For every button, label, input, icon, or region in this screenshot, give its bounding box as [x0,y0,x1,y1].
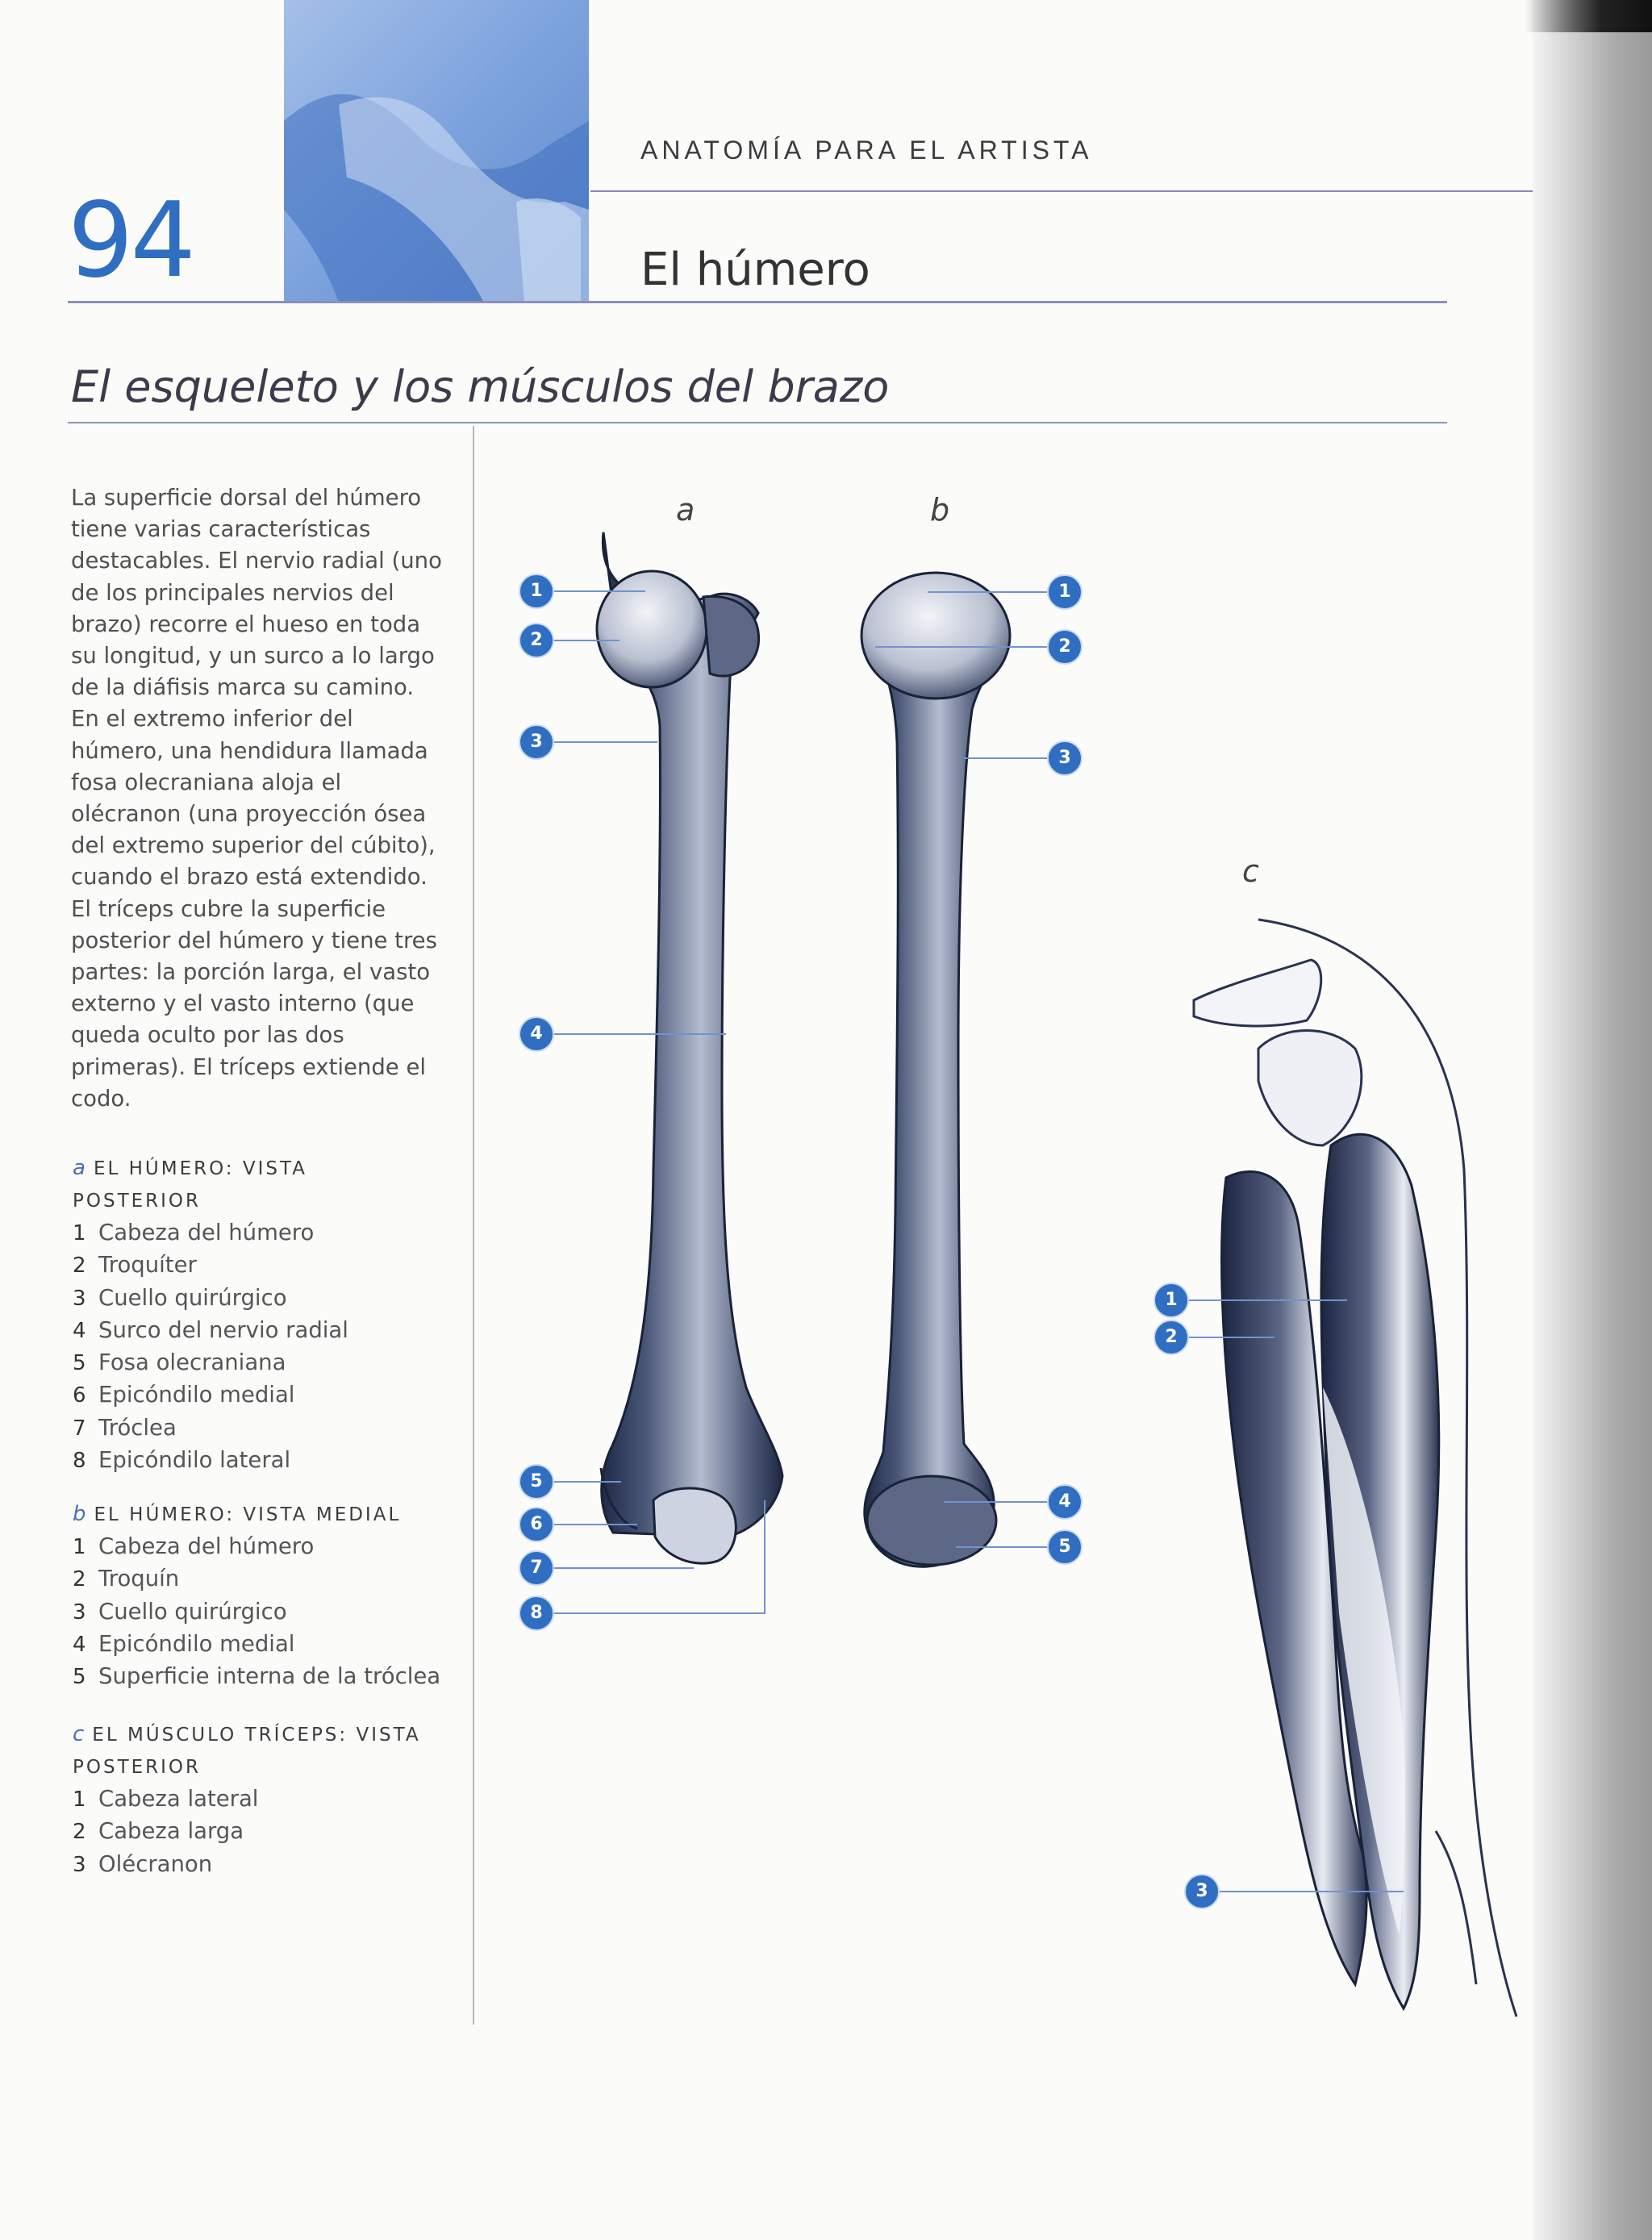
callout-c-3: 3 [1184,1874,1220,1909]
humerus-a-head [597,571,707,687]
legend-c-title-1: EL MÚSCULO TRÍCEPS: VISTA [92,1725,421,1746]
list-item: 7 Tróclea [73,1414,177,1441]
figure-c-letter: c [1242,853,1259,889]
legend-c-heading [73,1718,452,1783]
section-rule [68,422,1447,423]
column-divider [473,426,474,2025]
header-elbow-art [284,0,589,302]
callout-a-2: 2 [519,623,554,658]
callout-b-1: 1 [1047,574,1083,610]
callout-c-1: 1 [1153,1283,1189,1318]
scapula-outline [1194,960,1321,1026]
page-number: 94 [68,181,193,301]
legend-c-title-2: POSTERIOR [73,1757,202,1778]
callout-a-7: 7 [519,1550,554,1586]
callout-a-3: 3 [519,724,554,760]
callout-a-1: 1 [519,574,554,609]
forearm-outline [1436,1831,1476,1984]
humerus-c-head [1258,1031,1362,1146]
list-item: 1 Cabeza del húmero [73,1533,315,1559]
humerus-b-shaft [865,637,1000,1566]
list-item: 3 Olécranon [73,1850,213,1877]
list-item: 1 Cabeza del húmero [73,1220,315,1245]
figure-b-letter: b [930,492,950,528]
list-item: 3 Cuello quirúrgico [73,1284,287,1311]
humerus-medial-figure [861,573,1010,1566]
callout-a-5: 5 [519,1464,554,1500]
legend-c-letter: c [73,1722,85,1746]
legend-b-title-1: EL HÚMERO: VISTA MEDIAL [94,1504,402,1525]
callout-a-6: 6 [519,1507,554,1542]
legend-b-letter: b [73,1502,86,1526]
triceps-figure [1194,920,1516,2017]
chapter-title: El húmero [640,244,870,296]
legend-c [73,1718,452,1881]
humerus-posterior-figure [597,532,782,1563]
header-rule-top [590,190,1533,192]
book-title: ANATOMÍA PARA EL ARTISTA [640,136,1093,165]
callout-a-4: 4 [519,1016,554,1052]
callout-c-2: 2 [1153,1320,1189,1355]
header-rule-bottom [68,301,1447,303]
legend-b [73,1498,452,1693]
list-item: 2 Troquín [73,1566,180,1592]
list-item: 5 Fosa olecraniana [73,1349,286,1376]
legend-a-heading [73,1152,452,1217]
humerus-a-trochlea [653,1488,736,1563]
list-item: 2 Troquíter [73,1252,197,1279]
legend-b-heading [73,1498,452,1531]
callout-b-2: 2 [1047,629,1083,665]
section-title: El esqueleto y los músculos del brazo [71,361,890,412]
list-item: 6 Epicóndilo medial [73,1382,295,1408]
list-item: 4 Epicóndilo medial [73,1630,295,1657]
list-item: 4 Surco del nervio radial [73,1316,348,1343]
legend-a [73,1152,452,1477]
callout-a-8: 8 [519,1596,554,1631]
list-item: 3 Cuello quirúrgico [73,1598,287,1625]
legend-a-title-1: EL HÚMERO: VISTA [93,1158,307,1179]
callout-b-4: 4 [1047,1484,1083,1520]
humerus-b-condyle [867,1476,996,1565]
list-item: 5 Superficie interna de la tróclea [73,1663,441,1690]
list-item: 8 Epicóndilo lateral [73,1447,291,1474]
list-item: 1 Cabeza lateral [73,1786,259,1812]
body-paragraph: La superficie dorsal del húmero tiene varias características destacables. El nervio radial (uno de los principales nervios del brazo) recorre el hueso en toda su longitud, y un surco a lo largo de la diáfisis marca su camino. En el extremo inferior del húmero, una hendidura llamada fosa olecraniana aloja el olécranon (una proyección ósea del extremo superior del cúbito), cuando el brazo está extendido. El tríceps cubre la superficie posterior del húmero y tiene tres partes: la porción larga, el vasto externo y el vasto interno (que queda oculto por las dos primeras). El tríceps extiende el codo. [71,485,442,1112]
list-item: 2 Cabeza larga [73,1818,244,1845]
legend-a-letter: a [73,1156,86,1180]
callout-b-3: 3 [1047,740,1083,776]
legend-a-title-2: POSTERIOR [73,1191,202,1212]
callout-b-5: 5 [1047,1529,1083,1565]
figure-a-letter: a [676,492,695,528]
